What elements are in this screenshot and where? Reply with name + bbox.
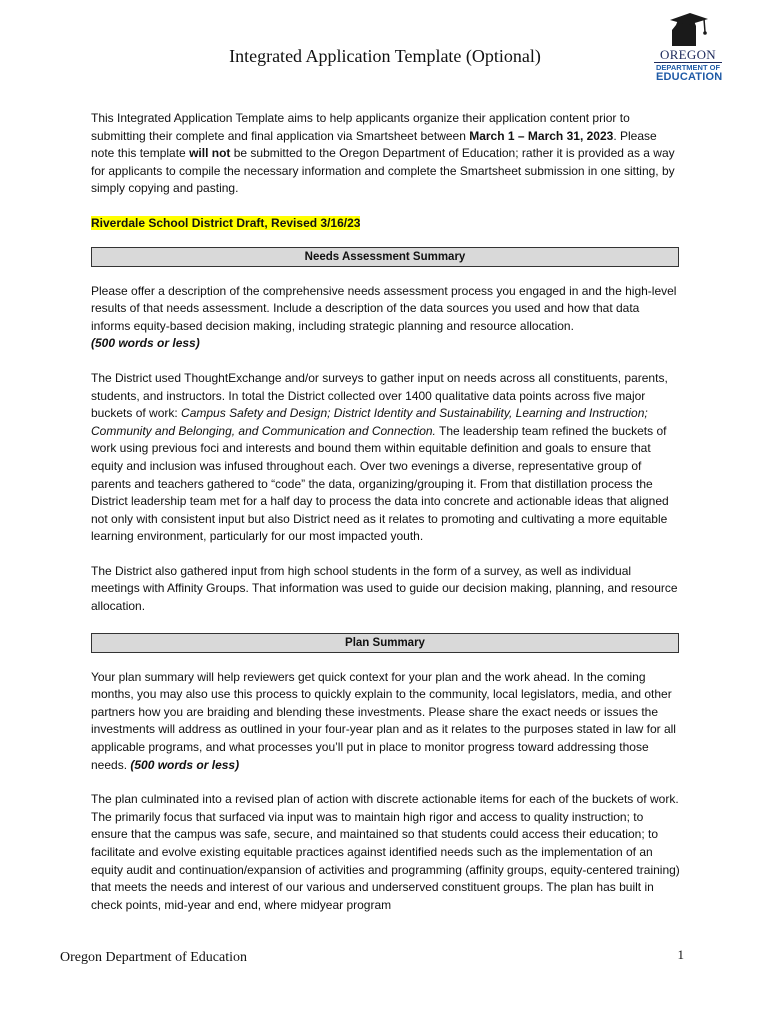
needs-answer-2: The District also gathered input from high school students in the form of a survey, as well as individual meetings with Affinity Groups. That information was used to guide our decision making, planning, and resource allocation.: [91, 563, 678, 614]
needs-answer-1: The District used ThoughtExchange and/or surveys to gather input on needs across all constituents, parents, students, and instructors. In total the District collected over 1400 qualitative data points across five major buckets of work: Campus Safety and Design; District Identity and Sustainability, Learning and Instruction; Community and Belonging, and Communication and Connection. The leadership team refined the buckets of work using previous foci and interests and bound them within equitable definition and goals to ensure that equity and inclusion was infused throughout each. Over two evenings a diverse, representative group of parents and teachers gathered to “code” the data, organizing/grouping it. From that distillation process the District leadership team met for a half day to process the data into concrete and actionable ideas that aligned not only with consistent input but also District need as it relates to promoting and cultivating a more equitable learning environment, particularly for our most impacted youth.: [91, 370, 669, 544]
footer-organization: Oregon Department of Education: [60, 950, 247, 965]
will-not-emphasis: will not: [189, 146, 231, 161]
page-number: 1: [677, 947, 684, 962]
draft-label: Riverdale School District Draft, Revised 3/16/23: [91, 215, 361, 230]
needs-word-limit: (500 words or less): [91, 336, 200, 351]
document-body: [91, 110, 681, 931]
plan-summary-heading: Plan Summary: [91, 633, 679, 653]
intro-paragraph: This Integrated Application Template aims to help applicants organize their application content prior to submitting their complete and final application via Smartsheet between March 1 – March 31, 2023. Please note this template will not be submitted to the Oregon Department of Education; rather it is provided as a way for applicants to compile the necessary information and complete the Smartsheet submission in one sitting, by simply copying and pasting.: [91, 111, 675, 196]
logo-education-text: EDUCATION: [656, 71, 723, 83]
graduation-cap-icon: [650, 12, 724, 48]
needs-prompt: Please offer a description of the comprehensive needs assessment process you engaged in and the high-level results of that needs assessment. Include a description of the data sources you used and how that data informs equity-based decision making, including strategic planning and resource allocation. (500 words or less): [91, 283, 677, 351]
submission-dates: March 1 – March 31, 2023: [469, 128, 614, 143]
logo-oregon-text: OREGON: [654, 48, 722, 63]
logo-department-text: DEPARTMENT OF: [656, 63, 721, 72]
draft-note: [91, 215, 681, 233]
plan-answer: The plan culminated into a revised plan of action with discrete actionable items for each of the buckets of work. The primarily focus that surfaced via input was to maintain high rigor and access to quality instruction; to ensure that the campus was safe, secure, and maintained so that students could access their education; to facilitate and evolve existing equitable practices against identified needs such as the implementation of an equity audit and continuation/expansion of activities and programming (affinity groups, equity-centered training) that meets the needs and interest of our various and underserved constituent groups. The plan has built in check points, mid-year and end, where midyear program: [91, 792, 680, 912]
page-title: Integrated Application Template (Optional): [229, 46, 541, 66]
plan-prompt: Your plan summary will help reviewers get quick context for your plan and the work ahead. In the coming months, you may also use this process to quickly explain to the community, local legislators, media, and other partners how you are braiding and blending these investments. Please share the exact needs or issues the investments will address as outlined in your four-year plan and as it relates to the purposes stated in law for all applicable programs, and what processes you’ll put in place to monitor progress toward addressing those needs. (500 words or less): [91, 669, 676, 772]
ode-logo: [650, 12, 724, 82]
plan-word-limit: (500 words or less): [130, 757, 240, 772]
needs-assessment-heading: Needs Assessment Summary: [91, 247, 679, 267]
work-buckets: Campus Safety and Design; District Identity and Sustainability, Learning and Instruction; Community and Belonging, and Communication and Connection.: [91, 406, 648, 438]
